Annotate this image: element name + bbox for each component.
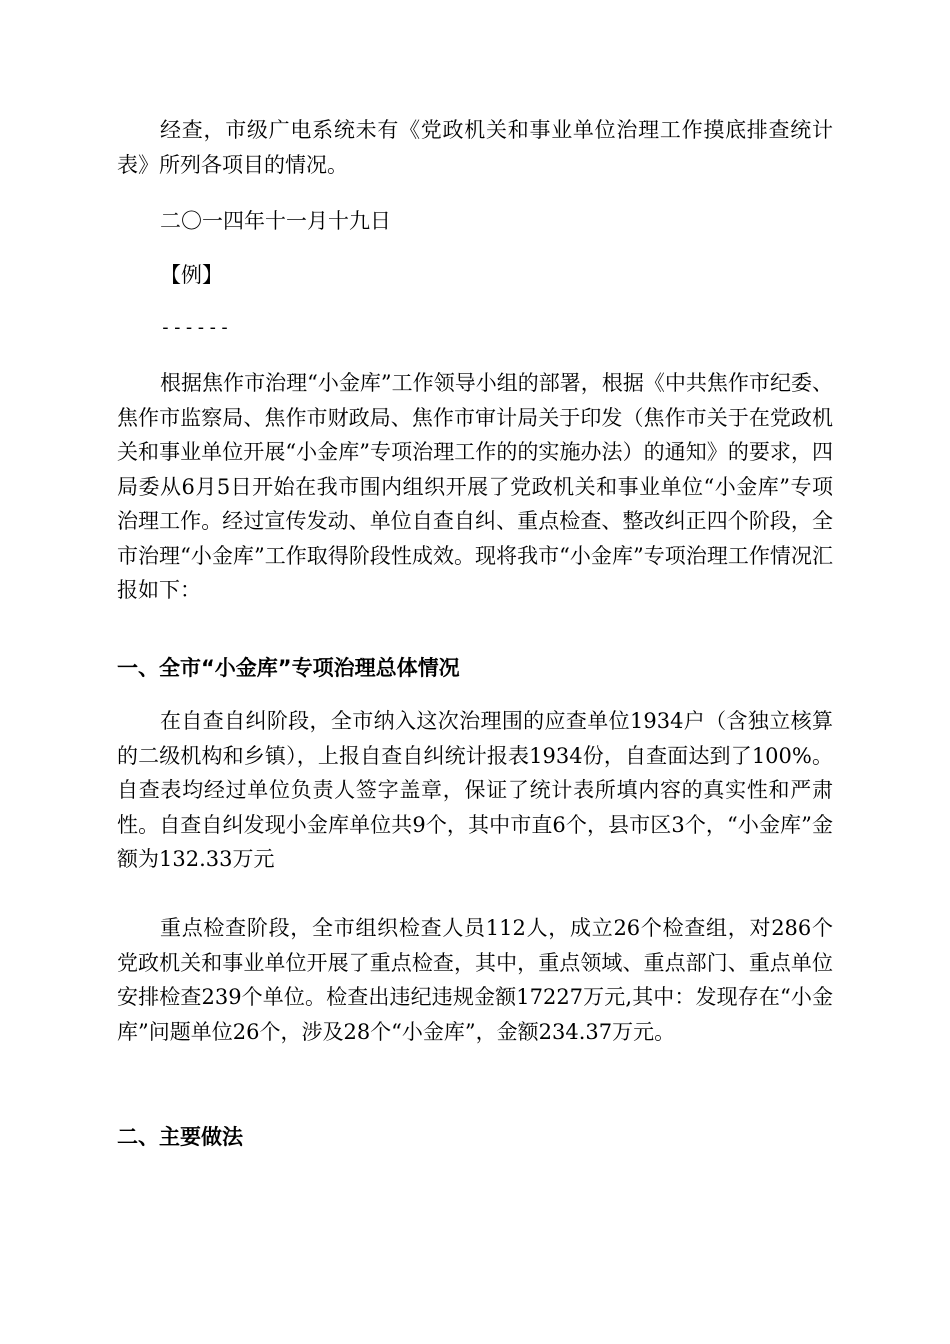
document-date: 二〇一四年十一月十九日: [160, 209, 391, 233]
separator-line: ------: [160, 317, 232, 338]
paragraph-inspection-result: 经查，市级广电系统未有《党政机关和事业单位治理工作摸底排查统计表》所列各项目的情况。: [117, 118, 833, 177]
section-heading-main-practices: 二、主要做法: [117, 1125, 243, 1149]
paragraph-self-check-stage: 在自查自纠阶段，全市纳入这次治理围的应查单位1934户（含独立核算的二级机构和乡镇），上报自查自纠统计报表1934份，自查面达到了100%。自查表均经过单位负责人签字盖章，保证了统计表所填内容的真实性和严肃性。自查自纠发现小金库单位共9个，其中市直6个，县市区3个，“小金库”金额为132.33万元: [117, 709, 833, 871]
section-heading-overview: 一、全市“小金库”专项治理总体情况: [117, 656, 460, 680]
example-label: 【例】: [160, 263, 223, 287]
paragraph-key-inspection-stage: 重点检查阶段，全市组织检查人员112人，成立26个检查组，对286个党政机关和事业单位开展了重点检查，其中，重点领域、重点部门、重点单位安排检查239个单位。检查出违纪违规金额17227万元,其中：发现存在“小金库”问题单位26个，涉及28个“小金库”，金额234.37万元。: [117, 916, 833, 1044]
paragraph-introduction: 根据焦作市治理“小金库”工作领导小组的部署，根据《中共焦作市纪委、焦作市监察局、焦作市财政局、焦作市审计局关于印发（焦作市关于在党政机关和事业单位开展“小金库”专项治理工作的的实施办法）的通知》的要求，四局委从6月5日开始在我市围内组织开展了党政机关和事业单位“小金库”专项治理工作。经过宣传发动、单位自查自纠、重点检查、整改纠正四个阶段，全市治理“小金库”工作取得阶段性成效。现将我市“小金库”专项治理工作情况汇报如下：: [117, 371, 833, 602]
